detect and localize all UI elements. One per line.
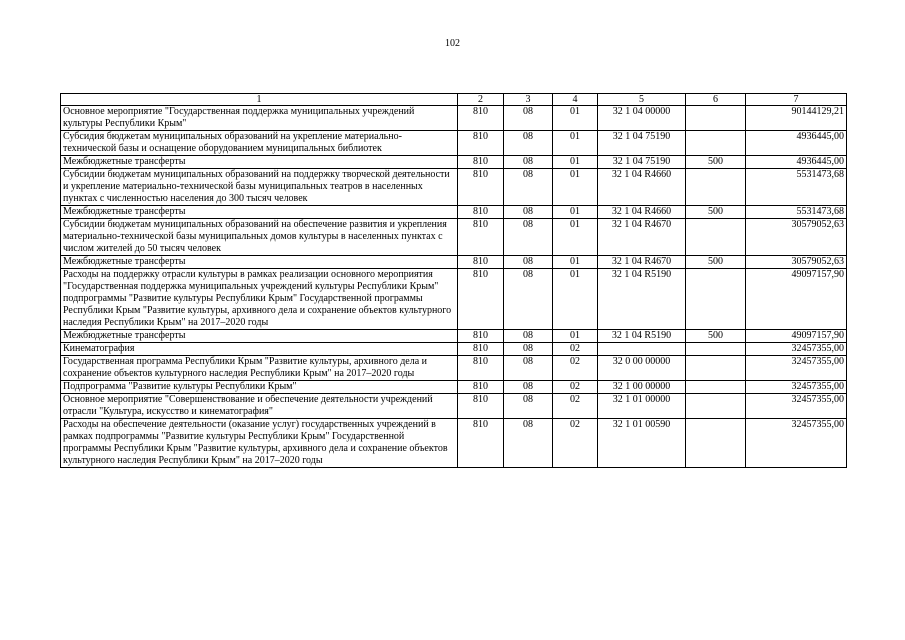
row-code-6-cell: 500 bbox=[686, 206, 746, 219]
row-code-2-cell: 810 bbox=[458, 169, 504, 206]
row-code-5-cell: 32 1 04 75190 bbox=[598, 131, 686, 156]
row-amount-cell: 49097157,90 bbox=[746, 269, 847, 330]
table-row bbox=[61, 269, 847, 330]
row-code-6-cell bbox=[686, 269, 746, 330]
row-name-text: Государственная программа Республики Крым "Развитие культуры, архивного дела и сохранение объектов культурного наследия Республики Крым" на 2017–2020 годы bbox=[63, 356, 427, 379]
row-code-3-cell: 08 bbox=[504, 206, 553, 219]
row-name-text: Межбюджетные трансферты bbox=[63, 206, 186, 217]
row-code-2-cell: 810 bbox=[458, 131, 504, 156]
table-row bbox=[61, 381, 847, 394]
table-body bbox=[61, 106, 847, 468]
row-name-text: Субсидия бюджетам муниципальных образований на укрепление материально-технической базы и оснащение оборудованием муниципальных библиотек bbox=[63, 131, 402, 154]
row-amount-cell: 49097157,90 bbox=[746, 330, 847, 343]
row-code-6-cell bbox=[686, 131, 746, 156]
table-row bbox=[61, 219, 847, 256]
row-code-6-cell bbox=[686, 381, 746, 394]
row-code-3-cell: 08 bbox=[504, 256, 553, 269]
row-code-3-cell: 08 bbox=[504, 156, 553, 169]
row-code-5-cell: 32 1 04 75190 bbox=[598, 156, 686, 169]
row-name-cell bbox=[61, 219, 458, 256]
row-code-3-cell: 08 bbox=[504, 106, 553, 131]
row-code-6-cell: 500 bbox=[686, 256, 746, 269]
row-name-cell bbox=[61, 169, 458, 206]
table-row bbox=[61, 106, 847, 131]
row-amount-cell: 32457355,00 bbox=[746, 381, 847, 394]
row-code-4-cell: 02 bbox=[553, 356, 598, 381]
row-name-cell bbox=[61, 206, 458, 219]
row-code-4-cell: 02 bbox=[553, 343, 598, 356]
row-code-5-cell: 32 1 04 R5190 bbox=[598, 269, 686, 330]
row-code-2-cell: 810 bbox=[458, 419, 504, 468]
row-code-6-cell bbox=[686, 356, 746, 381]
table-row bbox=[61, 156, 847, 169]
row-code-5-cell: 32 0 00 00000 bbox=[598, 356, 686, 381]
row-name-cell bbox=[61, 256, 458, 269]
row-code-6-cell bbox=[686, 169, 746, 206]
row-name-cell bbox=[61, 343, 458, 356]
table-row bbox=[61, 343, 847, 356]
row-code-5-cell: 32 1 04 R4660 bbox=[598, 169, 686, 206]
table-row bbox=[61, 330, 847, 343]
row-code-2-cell: 810 bbox=[458, 330, 504, 343]
row-name-cell bbox=[61, 269, 458, 330]
row-code-3-cell: 08 bbox=[504, 219, 553, 256]
row-code-2-cell: 810 bbox=[458, 156, 504, 169]
row-code-2-cell: 810 bbox=[458, 106, 504, 131]
row-amount-cell: 32457355,00 bbox=[746, 394, 847, 419]
table-row bbox=[61, 206, 847, 219]
row-amount-cell: 32457355,00 bbox=[746, 356, 847, 381]
row-amount-cell: 90144129,21 bbox=[746, 106, 847, 131]
row-code-2-cell: 810 bbox=[458, 394, 504, 419]
row-code-5-cell: 32 1 01 00590 bbox=[598, 419, 686, 468]
column-header-3: 3 bbox=[504, 94, 553, 106]
column-header-6: 6 bbox=[686, 94, 746, 106]
row-code-4-cell: 02 bbox=[553, 381, 598, 394]
row-code-6-cell bbox=[686, 394, 746, 419]
row-amount-cell: 32457355,00 bbox=[746, 419, 847, 468]
row-code-5-cell: 32 1 00 00000 bbox=[598, 381, 686, 394]
row-code-3-cell: 08 bbox=[504, 343, 553, 356]
table-row bbox=[61, 356, 847, 381]
row-name-cell bbox=[61, 381, 458, 394]
header-row bbox=[61, 94, 847, 106]
row-code-5-cell: 32 1 04 R5190 bbox=[598, 330, 686, 343]
row-code-3-cell: 08 bbox=[504, 419, 553, 468]
row-code-4-cell: 01 bbox=[553, 330, 598, 343]
row-name-cell bbox=[61, 419, 458, 468]
row-code-2-cell: 810 bbox=[458, 381, 504, 394]
table-row bbox=[61, 256, 847, 269]
row-name-text: Субсидии бюджетам муниципальных образований на поддержку творческой деятельности и укрепление материально-технической базы муниципальных театров в населенных пунктах с численностью населения до 300 тысяч человек bbox=[63, 169, 450, 204]
row-code-4-cell: 01 bbox=[553, 206, 598, 219]
row-code-6-cell bbox=[686, 219, 746, 256]
row-code-3-cell: 08 bbox=[504, 394, 553, 419]
row-name-text: Расходы на поддержку отрасли культуры в рамках реализации основного мероприятия "Государственная поддержка муниципальных учреждений культуры Республики Крым" подпрограммы "Развитие культуры Республики Крым" Государственной программы Республики Крым "Развитие культуры, архивного дела и сохранение объектов культурного наследия Республики Крым" на 2017–2020 годы bbox=[63, 269, 452, 328]
table-row bbox=[61, 131, 847, 156]
row-code-2-cell: 810 bbox=[458, 256, 504, 269]
row-code-3-cell: 08 bbox=[504, 330, 553, 343]
row-code-5-cell: 32 1 04 R4660 bbox=[598, 206, 686, 219]
row-code-5-cell: 32 1 01 00000 bbox=[598, 394, 686, 419]
column-header-5: 5 bbox=[598, 94, 686, 106]
row-code-3-cell: 08 bbox=[504, 131, 553, 156]
row-code-3-cell: 08 bbox=[504, 169, 553, 206]
row-name-text: Подпрограмма "Развитие культуры Республики Крым" bbox=[63, 381, 297, 392]
row-name-text: Межбюджетные трансферты bbox=[63, 330, 186, 341]
row-amount-cell: 30579052,63 bbox=[746, 256, 847, 269]
row-code-4-cell: 01 bbox=[553, 156, 598, 169]
row-code-6-cell bbox=[686, 343, 746, 356]
row-code-3-cell: 08 bbox=[504, 269, 553, 330]
column-header-2: 2 bbox=[458, 94, 504, 106]
row-code-2-cell: 810 bbox=[458, 343, 504, 356]
row-code-6-cell bbox=[686, 106, 746, 131]
row-name-cell bbox=[61, 356, 458, 381]
row-code-2-cell: 810 bbox=[458, 219, 504, 256]
row-name-text: Основное мероприятие "Совершенствование и обеспечение деятельности учреждений отрасли "Культура, искусство и кинематография" bbox=[63, 394, 433, 417]
budget-table bbox=[60, 93, 847, 468]
row-code-2-cell: 810 bbox=[458, 206, 504, 219]
column-header-1: 1 bbox=[61, 94, 458, 106]
row-code-3-cell: 08 bbox=[504, 356, 553, 381]
row-name-cell bbox=[61, 330, 458, 343]
row-code-4-cell: 01 bbox=[553, 269, 598, 330]
row-code-4-cell: 01 bbox=[553, 256, 598, 269]
row-name-text: Расходы на обеспечение деятельности (оказание услуг) государственных учреждений в рамках подпрограммы "Развитие культуры Республики Крым" Государственной программы Республики Крым "Развитие культуры, архивного дела и сохранение объектов культурного наследия Республики Крым" на 2017–2020 годы bbox=[63, 419, 448, 466]
row-name-text: Межбюджетные трансферты bbox=[63, 156, 186, 167]
row-code-2-cell: 810 bbox=[458, 356, 504, 381]
row-code-4-cell: 02 bbox=[553, 394, 598, 419]
row-amount-cell: 4936445,00 bbox=[746, 156, 847, 169]
row-code-4-cell: 01 bbox=[553, 131, 598, 156]
row-code-4-cell: 01 bbox=[553, 219, 598, 256]
table-row bbox=[61, 169, 847, 206]
column-header-4: 4 bbox=[553, 94, 598, 106]
row-code-5-cell: 32 1 04 R4670 bbox=[598, 256, 686, 269]
row-name-text: Межбюджетные трансферты bbox=[63, 256, 186, 267]
table-row bbox=[61, 419, 847, 468]
row-code-2-cell: 810 bbox=[458, 269, 504, 330]
row-code-5-cell: 32 1 04 00000 bbox=[598, 106, 686, 131]
row-amount-cell: 32457355,00 bbox=[746, 343, 847, 356]
row-amount-cell: 5531473,68 bbox=[746, 206, 847, 219]
row-amount-cell: 5531473,68 bbox=[746, 169, 847, 206]
row-amount-cell: 30579052,63 bbox=[746, 219, 847, 256]
row-code-4-cell: 02 bbox=[553, 419, 598, 468]
row-code-3-cell: 08 bbox=[504, 381, 553, 394]
row-name-cell bbox=[61, 156, 458, 169]
row-name-cell bbox=[61, 106, 458, 131]
row-code-6-cell: 500 bbox=[686, 156, 746, 169]
row-name-cell bbox=[61, 394, 458, 419]
row-code-6-cell bbox=[686, 419, 746, 468]
row-code-6-cell: 500 bbox=[686, 330, 746, 343]
row-name-cell bbox=[61, 131, 458, 156]
row-code-4-cell: 01 bbox=[553, 106, 598, 131]
row-code-5-cell bbox=[598, 343, 686, 356]
column-header-7: 7 bbox=[746, 94, 847, 106]
row-name-text: Основное мероприятие "Государственная поддержка муниципальных учреждений культуры Республики Крым" bbox=[63, 106, 415, 129]
row-amount-cell: 4936445,00 bbox=[746, 131, 847, 156]
row-code-4-cell: 01 bbox=[553, 169, 598, 206]
page-number: 102 bbox=[445, 38, 460, 49]
row-code-5-cell: 32 1 04 R4670 bbox=[598, 219, 686, 256]
table-row bbox=[61, 394, 847, 419]
row-name-text: Кинематография bbox=[63, 343, 135, 354]
row-name-text: Субсидии бюджетам муниципальных образований на обеспечение развития и укрепления материально-технической базы муниципальных домов культуры в населенных пунктах с числом жителей до 50 тысяч человек bbox=[63, 219, 447, 254]
